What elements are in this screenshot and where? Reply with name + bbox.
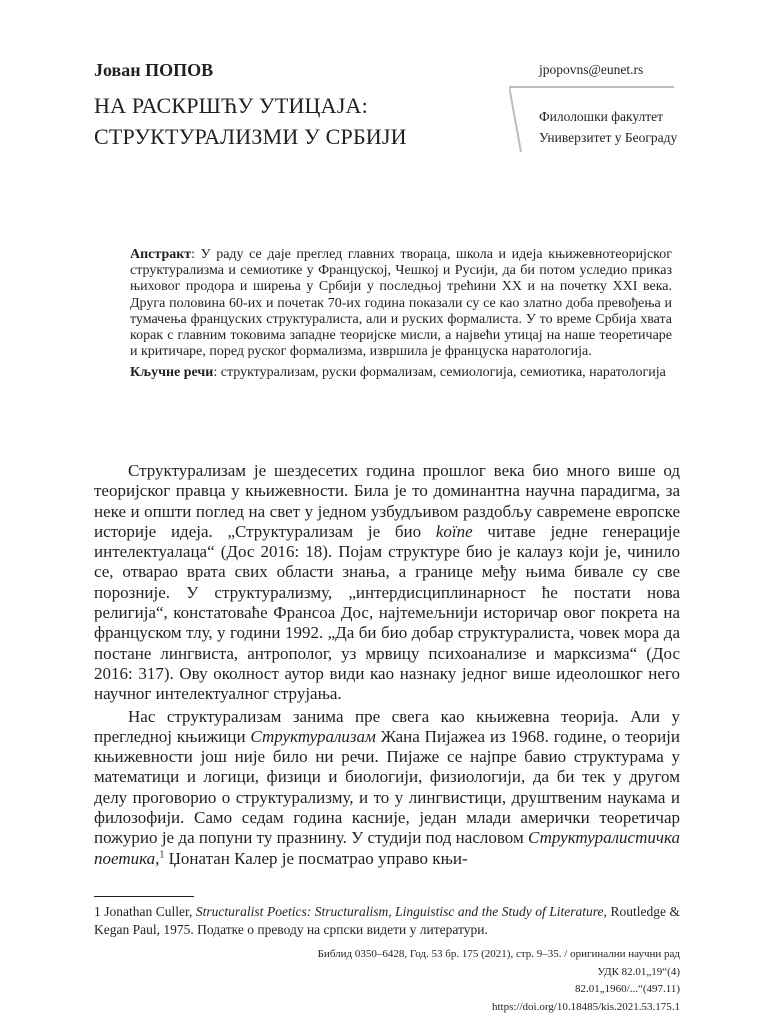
keywords-text: : структурализам, руски формализам, семиологија, семиотика, наратологија [213,365,666,381]
body-p2-italic-title-2: Структуралистичка поетика [94,828,680,868]
abstract-text: : У раду се даје преглед главних твораца, школа и идеја књижевнотеоријског структурализма и семиотике у Француској, Чешкој и Русији, да би потом уследио приказ њиховог продора и ширења у Србији у последњој трећини XX и на почетку XXI века. Друга половина 60-их и почетак 70-их година показали су се као златно доба превођења и тумачења француских структуралиста, али и руских формалиста. У то време Србија хвата корак с главним токовима западне теоријске мисли, а највећи утицај на наше теоретичаре и критичаре, поред руског формализма, извршила је француска наратологија. [130,247,672,360]
doi-link[interactable]: https://doi.org/10.18485/kis.2021.53.175.1 [491,1000,680,1013]
keywords-label: Кључне речи [130,365,214,381]
abstract-label: Апстракт [130,247,192,262]
body-p2-italic-title-1: Структурализам [250,726,376,746]
body-p2-text-c: Џонатан Калер је посматрао управо књи- [164,848,468,868]
abstract-block [130,247,672,382]
body-text [94,461,680,869]
body-p2-text-b: Жана Пијажеа из 1968. године, о теорији књижевности још није било ни речи. Пијаже се најпре бавио структурама у математици и логици, физици и биологији, физиологији, да би тек у другом делу проговорио о структурализму, и то у лингвистици, друштвеним наукама и филозофији. Само седам година касније, један млади амерички теоретичар пожурио је да попуни ту празнину. У студији под насловом [94,726,680,848]
body-paragraph-2: Нас структурализам занима пре свега као књижевна теорија. Али у прегледној књижици Структурализам Жана Пијажеа из 1968. године, о теорији књижевности још није било ни речи. Пијаже се најпре бавио структурама у математици и логици, физици и биологији, физиологији, да би тек у другом делу проговорио о структурализму, и то у лингвистици, друштвеним наукама и филозофији. Само седам година касније, један млади амерички теоретичар пожурио је да попуни ту празнину. У студији под насловом Структуралистичка поетика,$^1$ Џонатан Калер је посматрао управо књи- [94,706,680,868]
body-paragraph-1 [94,461,680,705]
abstract-paragraph [130,247,672,360]
body-p1-text-a: Структурализам је шездесетих година прошлог века био много више од теоријског правца у књижевности. Била је то доминантна научна парадигма, за неке и општи поглед на свет у једном узбудљивом раздобљу савремене европске историје идеја. „Структурализам је био [94,461,680,541]
article-title-line-2: СТРУКТУРАЛИЗМИ У СРБИЈИ [94,124,407,149]
footnote-italic-title: Structuralist Poetics: Structuralism, Linguistisc and the Study of Literature [195,904,604,919]
author-first-name: Јован [94,60,141,80]
publication-metadata [318,946,680,1016]
author-affiliation [539,106,677,148]
metadata-udc-line-2: 82.01„1960/...“(497.11) [575,983,680,995]
author-email: jpopovns@eunet.rs [539,62,644,77]
metadata-udc-line-1: УДК 82.01„19“(4) [597,965,680,978]
header-rule-corner [509,86,522,152]
footnote-1 [94,903,680,938]
keywords-paragraph [130,365,672,381]
author-last-name: ПОПОВ [145,60,214,80]
metadata-bibliographic-line: Библид 0350–6428, Год. 53 бр. 175 (2021), стр. 9–35. / оригинални научни рад [317,948,680,960]
footnote-rule [94,896,194,897]
affiliation-university: Универзитет у Београду [539,130,678,145]
footnote-text-b: , Routledge & Kegan Paul, 1975. Податке о преводу на српски видети у литератури. [94,904,680,937]
article-title [94,90,407,152]
body-p1-text-b: читаве једне генерације интелектуалаца“ (Дос 2016: 18). Појам структуре био је калауз који је, чинило се, отварао врата свих области знања, а границе међу њима бивале су све порозније. У структурализму, „интердисциплинарност ће постати нова религија“, констатоваће Франсоа Дос, најтемељнији историчар овог покрета на француском тлу, у години 1992. „Да би био добар структуралиста, човек мора да постане лингвиста, антрополог, уз мрвицу психоанализе и марксизма“ (Дос 2016: 317). Ову околност аутор види као назнаку једног више идеолошког него научног интелектуалног струјања. [94,521,680,704]
header-rule-horizontal [509,86,674,88]
article-title-line-1: НА РАСКРШЋУ УТИЦАЈА: [94,93,368,118]
author-name [94,60,213,81]
body-p2-text-a: Нас структурализам занима пре свега као књижевна теорија. Али у прегледној књижици [94,706,680,746]
affiliation-faculty: Филолошки факултет [539,109,664,124]
footnote-reference[interactable]: 1 [159,848,165,860]
footnote-text-a: 1 Jonathan Culler, [94,904,196,919]
body-p1-italic-term: koïne [435,521,473,541]
